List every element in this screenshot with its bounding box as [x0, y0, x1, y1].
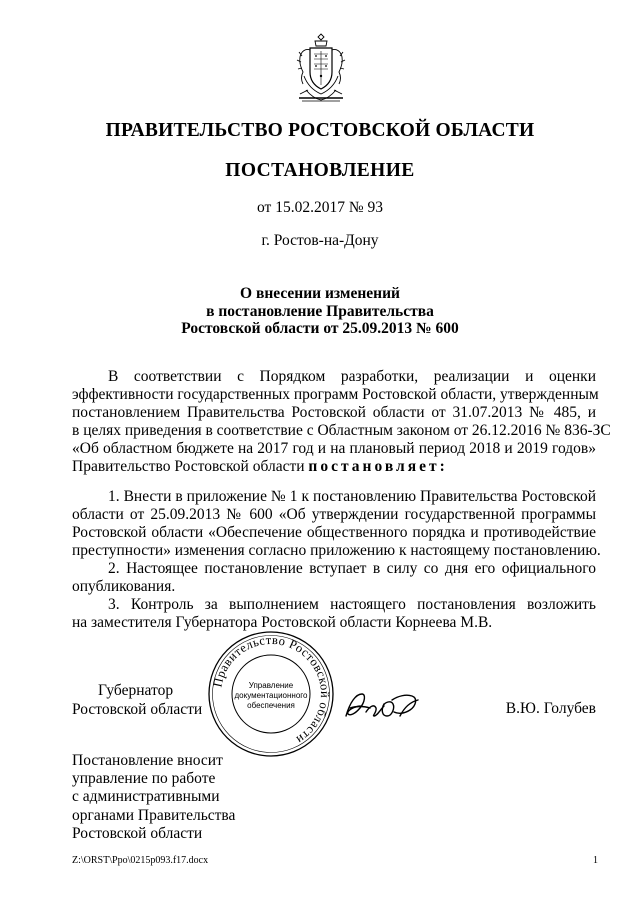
signer-position — [72, 682, 212, 719]
prepared-line: управление по работе — [72, 770, 216, 788]
text-line: области от 25.09.2013 № 600 «Об утверждении государственной программы — [72, 506, 596, 523]
footer-file-path: Z:\ORST\Ppo\0215p093.f17.docx — [72, 855, 209, 866]
text-line — [72, 458, 596, 476]
prepared-line: Ростовской области — [72, 824, 203, 842]
text-line: 2. Настоящее постановление вступает в силу со дня его официального — [108, 560, 596, 577]
document-type: ПОСТАНОВЛЕНИЕ — [225, 160, 415, 181]
text-line: эффективности государственных программ Ростовской области, утвержденным — [72, 386, 599, 403]
subject-line: О внесении изменений — [240, 285, 400, 302]
text-line: В соответствии с Порядком разработки, реализации и оценки — [108, 368, 596, 385]
resolves-word: постановляет: — [308, 458, 448, 475]
prepared-by-note — [72, 752, 272, 843]
subject-line: Ростовской области от 25.09.2013 № 600 — [181, 320, 459, 337]
resolution-items — [72, 488, 601, 632]
official-seal-icon — [205, 628, 337, 760]
prepared-line: органами Правительства — [72, 806, 236, 824]
seal-ring-text: Правительство Ростовской области — [210, 632, 333, 748]
subject-line: в постановление Правительства — [206, 302, 434, 320]
text-line: преступности» изменения согласно приложению к настоящему постановлению. — [72, 542, 601, 559]
document-date-number: от 15.02.2017 № 93 — [257, 199, 383, 216]
signer-title-line: Губернатор — [98, 682, 174, 699]
text-line: 3. Контроль за выполнением настоящего постановления возложить — [108, 596, 596, 613]
seal-center-line: Управление — [248, 681, 294, 690]
text-line: на заместителя Губернатора Ростовской области Корнеева М.В. — [72, 614, 493, 631]
document-city: г. Ростов-на-Дону — [261, 232, 379, 249]
text-line: 1. Внести в приложение № 1 к постановлению Правительства Ростовской — [108, 488, 596, 505]
prepared-line: Постановление вносит — [72, 752, 223, 769]
seal-center-line: обеспечения — [247, 701, 295, 710]
text-line: Ростовской области «Обеспечение общественного порядка и противодействие — [72, 524, 596, 541]
handwritten-signature-icon — [340, 686, 430, 726]
seal-center-line: документационного — [234, 691, 308, 700]
org-title: ПРАВИТЕЛЬСТВО РОСТОВСКОЙ ОБЛАСТИ — [105, 120, 535, 141]
signer-title-line: Ростовской области — [72, 700, 203, 718]
government-label: Правительство Ростовской области — [72, 458, 309, 475]
text-line: опубликования. — [72, 578, 176, 595]
page-number: 1 — [593, 855, 598, 866]
text-line: «Об областном бюджете на 2017 год и на плановый период 2018 и 2019 годов» — [72, 440, 596, 457]
document-subject — [0, 285, 640, 338]
text-line: постановлением Правительства Ростовской области от 31.07.2013 № 485, и — [72, 404, 596, 421]
prepared-line: с административными — [72, 788, 220, 806]
preamble-paragraph — [72, 368, 611, 476]
signer-name: В.Ю. Голубев — [505, 700, 596, 717]
text-line: в целях приведения в соответствие с Областным законом от 26.12.2016 № 836-ЗС — [72, 422, 611, 439]
coat-of-arms-icon — [296, 32, 346, 104]
